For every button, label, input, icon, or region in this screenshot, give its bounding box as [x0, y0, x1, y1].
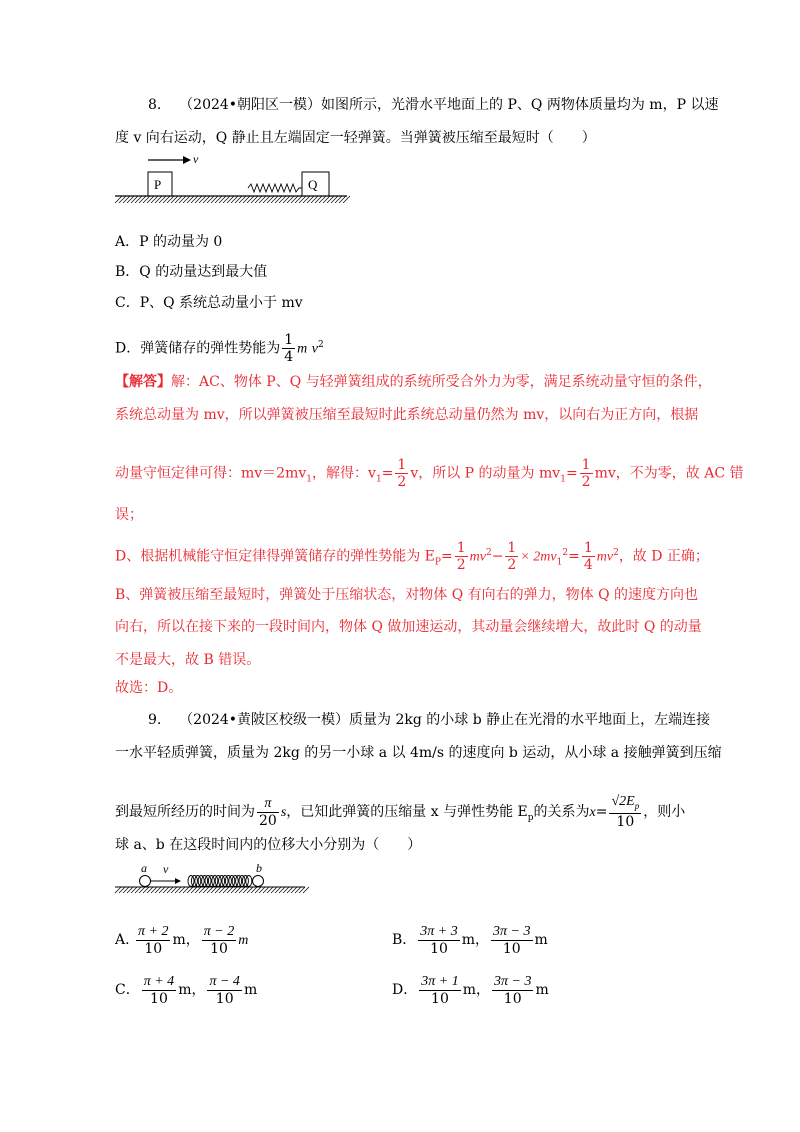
- q9-option-d[interactable]: D． $\frac{3\pi + 1}{10}$ m， $\frac{3\pi - 3}{10}$ m: [392, 973, 549, 1007]
- hatch-mark: [335, 196, 342, 203]
- hatch-mark: [159, 196, 166, 203]
- hatch-mark: [167, 196, 174, 203]
- hatch-mark: [183, 196, 190, 203]
- q8-answer-line3: 动量守恒定律可得：$mv=2mv_1$，解得：$v_1=$ $\frac{1}{2}$ v，所以 P 的动量为 $mv_1=$ $\frac{1}{2}$ mv，不为零，故 AC 错: [115, 457, 744, 490]
- spring: [248, 184, 302, 192]
- q9-option-a[interactable]: A. $\frac{\pi + 2}{10}$ m， $\frac{\pi - 2}{10}$ m: [115, 923, 249, 957]
- q8-answer-line1: 【解答】解：AC、物体 P、Q 与轻弹簧组成的系统所受合外力为零，满足系统动量守恒的条件，: [115, 374, 712, 390]
- hatch-mark: [119, 196, 126, 203]
- hatch-mark: [155, 196, 162, 203]
- hatch-mark: [343, 196, 350, 203]
- hatch-mark: [255, 196, 262, 203]
- hatch-mark: [275, 196, 282, 203]
- hatch-mark: [187, 196, 194, 203]
- q8-stem-line2: 度 v 向右运动，Q 静止且左端固定一轻弹簧。当弹簧被压缩至最短时（ ）: [115, 130, 596, 146]
- hatch-mark: [291, 196, 298, 203]
- hatch-mark: [259, 196, 266, 203]
- coil-spring: [188, 876, 252, 887]
- hatch-mark: [339, 196, 346, 203]
- q9-option-b[interactable]: B． $\frac{3\pi + 3}{10}$ m， $\frac{3\pi - 3}{10}$ m: [392, 923, 548, 957]
- velocity-arrow: [148, 156, 191, 164]
- q8-number: 8.: [148, 97, 162, 113]
- hatch-mark: [279, 196, 286, 203]
- hatch-mark: [215, 196, 222, 203]
- q8-answer-line8: 不是最大，故 B 错误。: [115, 652, 261, 668]
- q9-stem-line2: 一水平轻质弹簧，质量为 2kg 的另一小球 a 以 4m/s 的速度向 b 运动，从小球 a 接触弹簧到压缩: [115, 745, 722, 761]
- ball-a: [140, 876, 151, 887]
- hatch-mark: [231, 196, 238, 203]
- hatch-mark: [203, 196, 210, 203]
- hatch-mark: [267, 196, 274, 203]
- ground-hatch-9: [115, 887, 309, 893]
- hatch-mark: [283, 196, 290, 203]
- q9-stem-line3: 到最短所经历的时间为 $\frac{\pi}{20}$ s，已知此弹簧的压缩量 x 与弹性势能 $E_p$的关系为x= $\frac{√2E_p}{10}$ ，则小: [115, 793, 686, 831]
- hatch-mark: [235, 196, 242, 203]
- q8-answer-line4: 误；: [115, 507, 143, 523]
- q8-answer-line9: 故选：D。: [115, 680, 183, 696]
- hatch-mark: [199, 196, 206, 203]
- hatch-mark: [211, 196, 218, 203]
- hatch-mark: [247, 196, 254, 203]
- hatch-mark: [219, 196, 226, 203]
- hatch-mark: [223, 196, 230, 203]
- hatch-mark: [179, 196, 186, 203]
- hatch-mark: [311, 196, 318, 203]
- hatch-mark: [171, 196, 178, 203]
- q9-label-v: v: [163, 862, 169, 876]
- hatch-mark: [195, 196, 202, 203]
- hatch-mark: [139, 196, 146, 203]
- hatch-mark: [315, 196, 322, 203]
- q8-option-d-fraction: $\frac{1}{4}$: [284, 332, 294, 366]
- q9-stem-line4: 球 a、b 在这段时间内的位移大小分别为（ ）: [115, 837, 422, 853]
- q8-answer-line6: B、弹簧被压缩至最短时，弹簧处于压缩状态，对物体 Q 有向右的弹力，物体 Q 的速度方向也: [115, 587, 699, 603]
- hatch-mark: [147, 196, 154, 203]
- hatch-mark: [271, 196, 278, 203]
- q9-figure: [115, 860, 305, 896]
- q8-velocity-label: v: [193, 152, 199, 166]
- q8-option-d[interactable]: D．弹簧储存的弹性势能为 $\frac{1}{4}$ m $v^2$: [115, 332, 324, 366]
- hatch-mark: [299, 196, 306, 203]
- hatch-mark: [227, 196, 234, 203]
- hatch-mark: [127, 196, 134, 203]
- q8-option-c[interactable]: C．P、Q 系统总动量小于 mv: [115, 295, 303, 311]
- ball-b: [253, 876, 264, 887]
- q8-figure: [115, 152, 347, 210]
- hatch-mark: [239, 196, 246, 203]
- hatch-mark: [319, 196, 326, 203]
- hatch-mark: [303, 196, 310, 203]
- block-q-label: Q: [308, 177, 318, 192]
- hatch-mark: [115, 196, 122, 203]
- hatch-mark: [263, 196, 270, 203]
- hatch-mark: [295, 196, 302, 203]
- q8-answer-line2: 系统总动量为 mv，所以弹簧被压缩至最短时此系统总动量仍然为 mv，以向右为正方向，根据: [115, 407, 699, 423]
- q9-number: 9.: [148, 712, 162, 728]
- hatch-mark: [243, 196, 250, 203]
- hatch-mark: [331, 196, 338, 203]
- hatch-mark: [131, 196, 138, 203]
- hatch-mark: [207, 196, 214, 203]
- q8-stem-line1: [148, 95, 718, 115]
- ground-hatch: [115, 196, 350, 203]
- q9-label-a: a: [141, 861, 147, 875]
- hatch-mark: [323, 196, 330, 203]
- hatch-mark: [151, 196, 158, 203]
- q8-option-b[interactable]: B．Q 的动量达到最大值: [115, 264, 268, 280]
- q8-option-d-text: D．弹簧储存的弹性势能为: [115, 340, 281, 357]
- q8-answer-line7: 向右，所以在接下来的一段时间内，物体 Q 做加速运动，其动量会继续增大，故此时 Q 的动量: [115, 619, 702, 635]
- hatch-mark: [251, 196, 258, 203]
- hatch-mark: [307, 196, 314, 203]
- q8-stem-text1: （2024•朝阳区一模）如图所示，光滑水平地面上的 P、Q 两物体质量均为 m，P 以速: [179, 97, 719, 113]
- q9-label-b: b: [256, 861, 262, 875]
- hatch-mark: [191, 196, 198, 203]
- q8-option-a[interactable]: A．P 的动量为 0: [115, 234, 223, 250]
- hatch-mark: [287, 196, 294, 203]
- q8-answer-line5: D、根据机械能守恒定律得弹簧储存的弹性势能为 $E_P=$ $\frac{1}{2}$ $mv^2-$ $\frac{1}{2}$ × $2mv_1^2=$ $\frac{1}{4}$ $mv^2$，故 D 正确；: [115, 540, 709, 574]
- q9-option-c[interactable]: C． $\frac{\pi + 4}{10}$ m， $\frac{\pi - 4}{10}$ m: [115, 973, 258, 1007]
- hatch-mark: [135, 196, 142, 203]
- block-p-label: P: [154, 177, 162, 192]
- hatch-mark: [123, 196, 130, 203]
- hatch-mark: [327, 196, 334, 203]
- hatch-mark: [175, 196, 182, 203]
- q9-stem-line1: 9. （2024•黄陂区校级一模）质量为 2kg 的小球 b 静止在光滑的水平地面上，左端连接: [148, 712, 711, 728]
- velocity-arrow-a: [151, 878, 181, 884]
- hatch-mark: [143, 196, 150, 203]
- answer-tag: 【解答】: [115, 374, 171, 390]
- hatch-mark: [163, 196, 170, 203]
